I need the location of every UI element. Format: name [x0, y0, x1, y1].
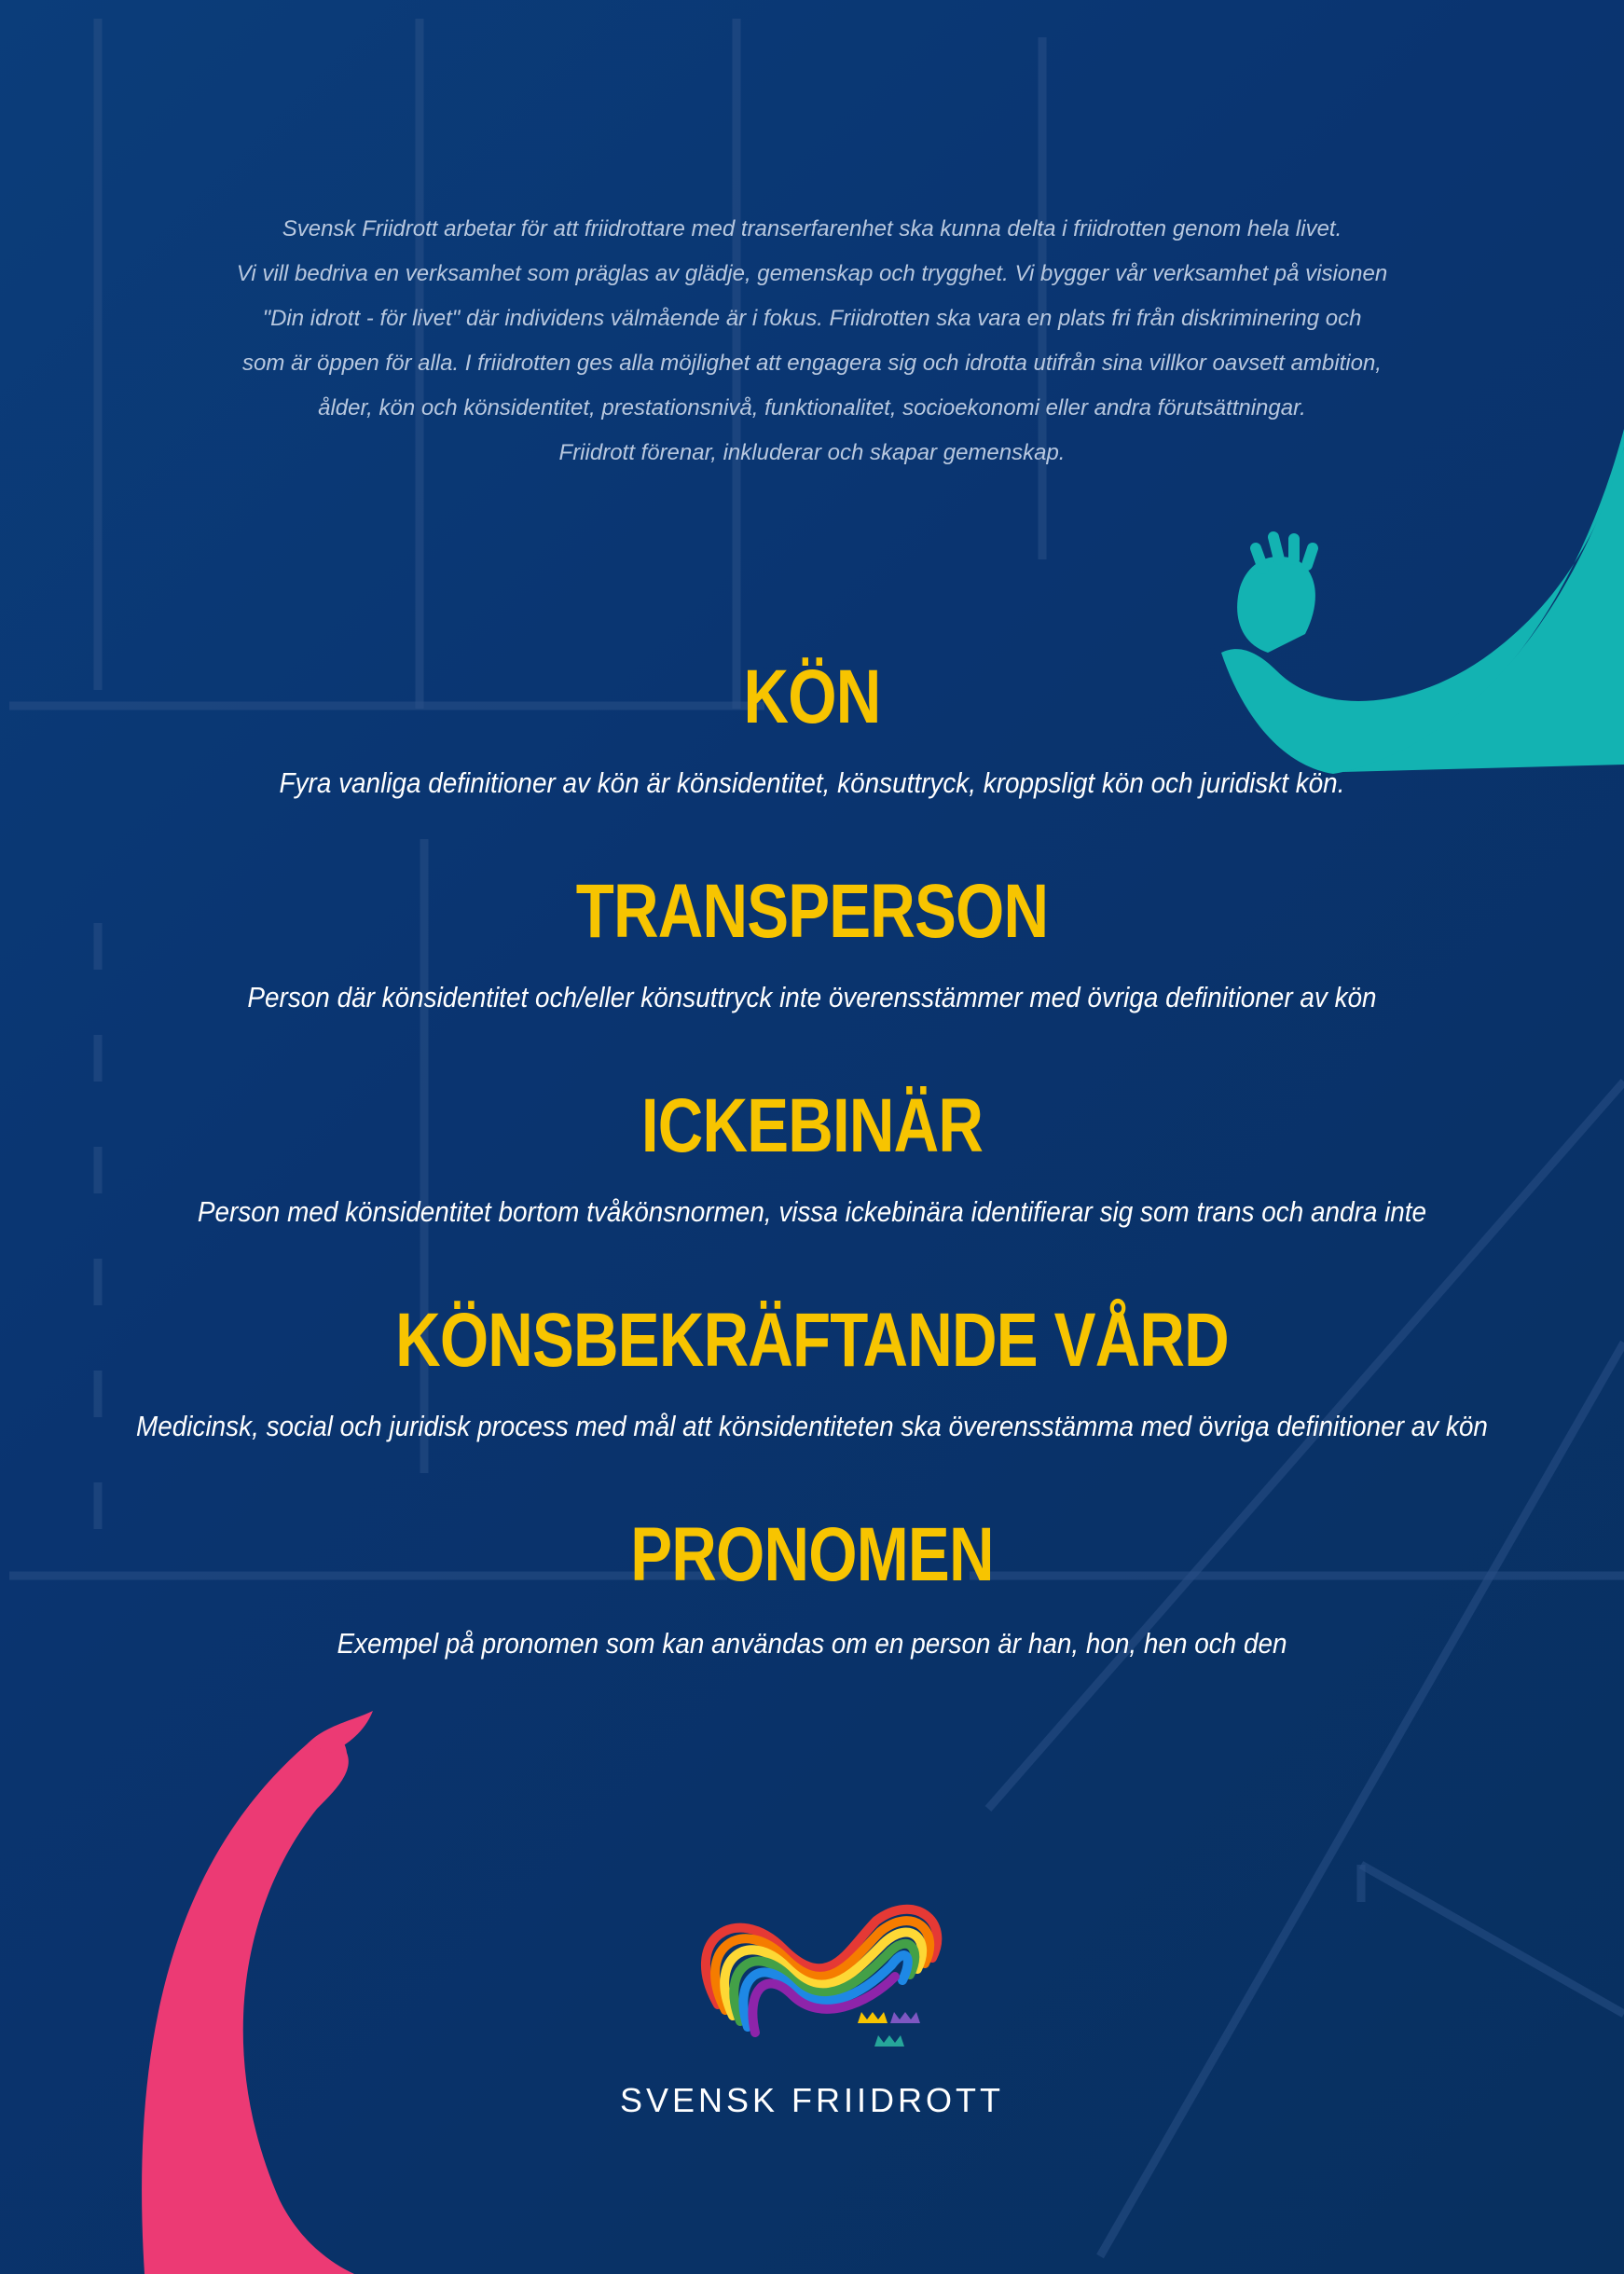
- brand-name: SVENSK FRIIDROTT: [619, 2081, 1005, 2119]
- crowns-icon: [858, 2012, 920, 2047]
- definition-pronomen: Exempel på pronomen som kan användas om en person är han, hon, hen och den: [337, 1627, 1287, 1660]
- intro-line: ålder, kön och könsidentitet, prestationsnivå, funktionalitet, socioekonomi eller andra förutsättningar.: [318, 395, 1306, 420]
- term-transperson: TRANSPERSON: [575, 869, 1049, 954]
- term-konsbekraftande-vard: KÖNSBEKRÄFTANDE VÅRD: [395, 1298, 1229, 1383]
- rainbow-infinity-logo: [681, 1883, 960, 2070]
- intro-line: Friidrott förenar, inkluderar och skapar gemenskap.: [558, 440, 1066, 465]
- definition-kon: Fyra vanliga definitioner av kön är könsidentitet, könsuttryck, kroppsligt kön och juridiskt kön.: [279, 766, 1345, 799]
- pink-arm: [142, 1735, 354, 2274]
- definition-transperson: Person där könsidentitet och/eller könsuttryck inte överensstämmer med övriga definitioner av kön: [247, 981, 1377, 1013]
- intro-line: som är öppen för alla. I friidrotten ges alla möjlighet att engagera sig och idrotta utifrån sina villkor oavsett ambition,: [242, 351, 1382, 376]
- intro-line: Svensk Friidrott arbetar för att friidrottare med transerfarenhet ska kunna delta i friidrotten genom hela livet.: [282, 216, 1342, 241]
- intro-line: Vi vill bedriva en verksamhet som präglas av glädje, gemenskap och trygghet. Vi bygger vår verksamhet på visionen: [236, 261, 1388, 286]
- term-pronomen: PRONOMEN: [630, 1512, 994, 1597]
- term-ickebinar: ICKEBINÄR: [640, 1083, 984, 1168]
- term-kon: KÖN: [743, 655, 881, 739]
- definition-ickebinar: Person med könsidentitet bortom tvåkönsnormen, vissa ickebinära identifierar sig som trans och andra inte: [197, 1195, 1427, 1228]
- intro-line: "Din idrott - för livet" där individens välmående är i fokus. Friidrotten ska vara en plats fri från diskriminering och: [262, 306, 1362, 331]
- intro-text: [186, 207, 1438, 475]
- definition-konsbekraftande-vard: Medicinsk, social och juridisk process med mål att könsidentiteten ska överensstämma med övriga definitioner av kön: [136, 1410, 1488, 1442]
